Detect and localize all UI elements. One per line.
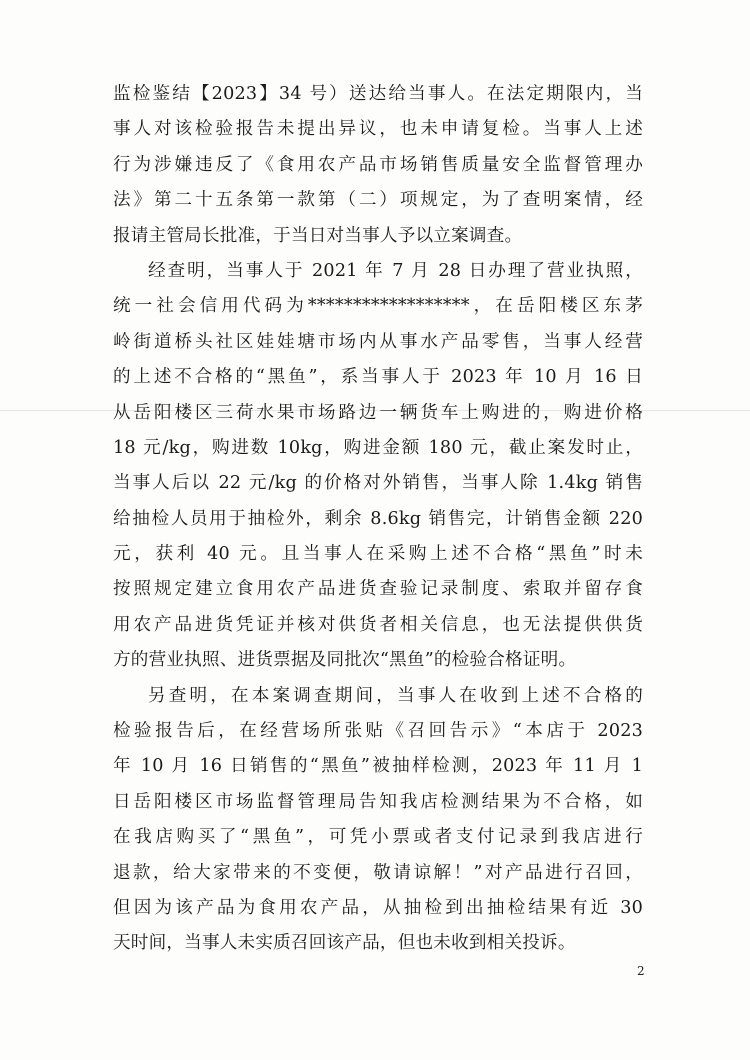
text-line: 年 10 月 16 日销售的“黑鱼”被抽样检测，2023 年 11 月 1 [113, 756, 643, 777]
text-line: 当事人后以 22 元/kg 的价格对外销售，当事人除 1.4kg 销售 [113, 473, 643, 494]
text-line: 但因为该产品为食用农产品，从抽检到出抽检结果有近 30 [113, 897, 643, 918]
text-line: 法》第二十五条第一款第（二）项规定，为了查明案情，经 [113, 190, 643, 211]
text-line: 在我店购买了“黑鱼”，可凭小票或者支付记录到我店进行 [113, 827, 643, 848]
text-line: 统一社会信用代码为******************，在岳阳楼区东茅 [113, 296, 643, 317]
text-line: 天时间，当事人未实质召回该产品，但也未收到相关投诉。 [113, 933, 576, 954]
text-line: 检验报告后，在经营场所张贴《召回告示》“本店于 2023 [113, 721, 643, 742]
document-body [113, 77, 643, 962]
text-line: 另查明，在本案调查期间，当事人在收到上述不合格的 [148, 685, 643, 706]
text-line: 用农产品进货凭证并核对供货者相关信息，也无法提供供货 [113, 614, 643, 635]
text-line: 报请主管局长批准，于当日对当事人予以立案调查。 [113, 225, 523, 246]
text-line: 方的营业执照、进货票据及同批次“黑鱼”的检验合格证明。 [113, 650, 577, 671]
text-line: 退款，给大家带来的不变便，敬请谅解！”对产品进行召回， [113, 862, 643, 883]
text-line: 事人对该检验报告未提出异议，也未申请复检。当事人上述 [113, 119, 643, 140]
text-line: 经查明，当事人于 2021 年 7 月 28 日办理了营业执照， [148, 260, 643, 281]
text-line: 监检鉴结【2023】34 号）送达给当事人。在法定期限内，当 [113, 84, 643, 104]
text-line: 的上述不合格的“黑鱼”，系当事人于 2023 年 10 月 16 日 [113, 367, 643, 388]
page-number: 2 [637, 964, 645, 978]
text-line: 日岳阳楼区市场监督管理局告知我店检测结果为不合格，如 [113, 791, 643, 812]
text-line: 岭街道桥头社区娃娃塘市场内从事水产品零售，当事人经营 [113, 331, 643, 352]
text-line: 行为涉嫌违反了《食用农产品市场销售质量安全监督管理办 [113, 154, 643, 175]
text-line: 按照规定建立食用农产品进货查验记录制度、索取并留存食 [113, 579, 643, 600]
text-line: 从岳阳楼区三荷水果市场路边一辆货车上购进的，购进价格 [113, 402, 643, 423]
text-line: 18 元/kg，购进数 10kg，购进金额 180 元，截止案发时止， [113, 437, 643, 458]
text-line: 元，获利 40 元。且当事人在采购上述不合格“黑鱼”时未 [113, 544, 643, 565]
text-line: 给抽检人员用于抽检外，剩余 8.6kg 销售完，计销售金额 220 [113, 508, 643, 529]
